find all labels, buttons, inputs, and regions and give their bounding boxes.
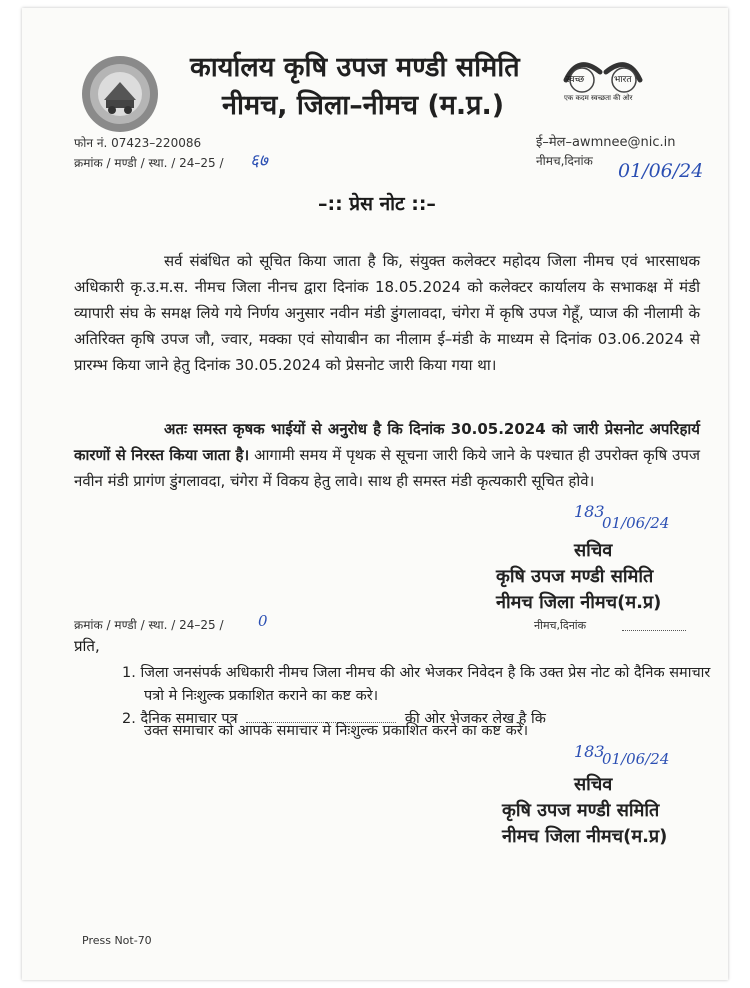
copy-to-label: प्रति, xyxy=(74,637,100,655)
signatory-org-2: कृषि उपज मण्डी समिति xyxy=(502,800,660,821)
form-number: Press Not-70 xyxy=(82,934,152,947)
logo-text-left: स्वच्छ xyxy=(566,75,585,85)
copy-reference-number: क्रमांक / मण्डी / स्था. / 24–25 / xyxy=(74,618,224,632)
swachh-bharat-logo xyxy=(548,50,658,106)
logo-text-right: भारत xyxy=(614,75,632,85)
body-paragraph-2 xyxy=(74,416,700,494)
logo-caption: एक कदम स्वच्छता की ओर xyxy=(564,94,633,102)
copy-date-blank xyxy=(622,630,686,631)
copy-reference-handwritten: 0 xyxy=(258,612,268,630)
signatory-org-1: कृषि उपज मण्डी समिति xyxy=(496,566,654,587)
copy-item-2-end: की ओर भेजकर लेख है कि xyxy=(404,711,546,727)
document-page xyxy=(22,8,728,980)
signature-date-1: 01/06/24 xyxy=(602,514,670,532)
seal-logo xyxy=(80,54,160,134)
copy-place-date: नीमच,दिनांक xyxy=(534,619,587,632)
signatory-location-1: नीमच जिला नीमच(म.प्र) xyxy=(496,592,662,613)
email-address: ई–मेल–awmnee@nic.in xyxy=(536,135,676,150)
body-paragraph-1-text: सर्व संबंधित को सूचित किया जाता है कि, संयुक्त कलेक्टर महोदय जिला नीमच एवं भारसाधक अधिकारी कृ.उ.म.स. नीमच जिला नीनच द्वारा दिनांक 18.05.2024 को कलेक्टर कार्यालय के सभाकक्ष में मंडी व्यापारी संघ के समक्ष लिये गये निर्णय अनुसार नवीन मंडी डुंगलावदा, चंगेरा में कृषि उपज गेहूँ, प्याज की नीलामी के अतिरिक्त कृषि उपज जौ, ज्वार, मक्का एवं सोयाबीन का नीलाम ई–मंडी के माध्यम से दिनांक 03.06.2024 से प्रारम्भ किया जाने हेतु दिनांक 30.05.2024 को प्रेसनोट जारी किया गया था। xyxy=(74,252,700,374)
copy-item-2-line2: उक्त समाचार को आपके समाचार मे निःशुल्क प्रकाशित करने का कष्ट करे। xyxy=(144,723,529,739)
signatory-designation-1: सचिव xyxy=(574,540,613,561)
place-date-label: नीमच,दिनांक xyxy=(536,154,593,168)
office-location: नीमच, जिला–नीमच (म.प्र.) xyxy=(222,90,505,121)
cancellation-notice: अतः समस्त कृषक भाईयों से अनुरोध है कि दिनांक 30.05.2024 को जारी प्रेसनोट अपरिहार्य कारणों से निरस्त किया जाता है। xyxy=(74,420,700,464)
phone-number: फोन नं. 07423–220086 xyxy=(74,136,202,150)
reference-number: क्रमांक / मण्डी / स्था. / 24–25 / xyxy=(74,156,224,170)
office-title: कार्यालय कृषि उपज मण्डी समिति xyxy=(190,52,520,83)
copy-item-1 xyxy=(122,662,730,708)
body-paragraph-1 xyxy=(74,248,700,378)
signatory-designation-2: सचिव xyxy=(574,774,613,795)
signature-initials-2: 183 xyxy=(574,742,605,761)
copy-item-2-start: 2. दैनिक समाचार पत्र xyxy=(122,711,238,727)
body-paragraph-2-text: आगामी समय में पृथक से सूचना जारी किये जाने के पश्चात ही उपरोक्त कृषि उपज नवीन मंडी प्रागंण डुंगलावदा, चंगेरा में विकय हेतु लावे। साथ ही समस्त मंडी कृत्यकारी सूचित होवे। xyxy=(74,446,700,490)
copy-item-1-text: 1. जिला जनसंपर्क अधिकारी नीमच जिला नीमच की ओर भेजकर निवेदन है कि उक्त प्रेस नोट को दैनिक समाचार पत्रो मे निःशुल्क प्रकाशित कराने का कष्ट करे। xyxy=(122,665,711,704)
press-note-heading: –:: प्रेस नोट ::– xyxy=(318,193,436,215)
signatory-location-2: नीमच जिला नीमच(म.प्र) xyxy=(502,826,668,847)
issue-date-handwritten: 01/06/24 xyxy=(618,160,704,182)
signature-date-2: 01/06/24 xyxy=(602,750,670,768)
signature-initials-1: 183 xyxy=(574,502,605,521)
reference-number-handwritten: ६७ xyxy=(250,151,268,171)
